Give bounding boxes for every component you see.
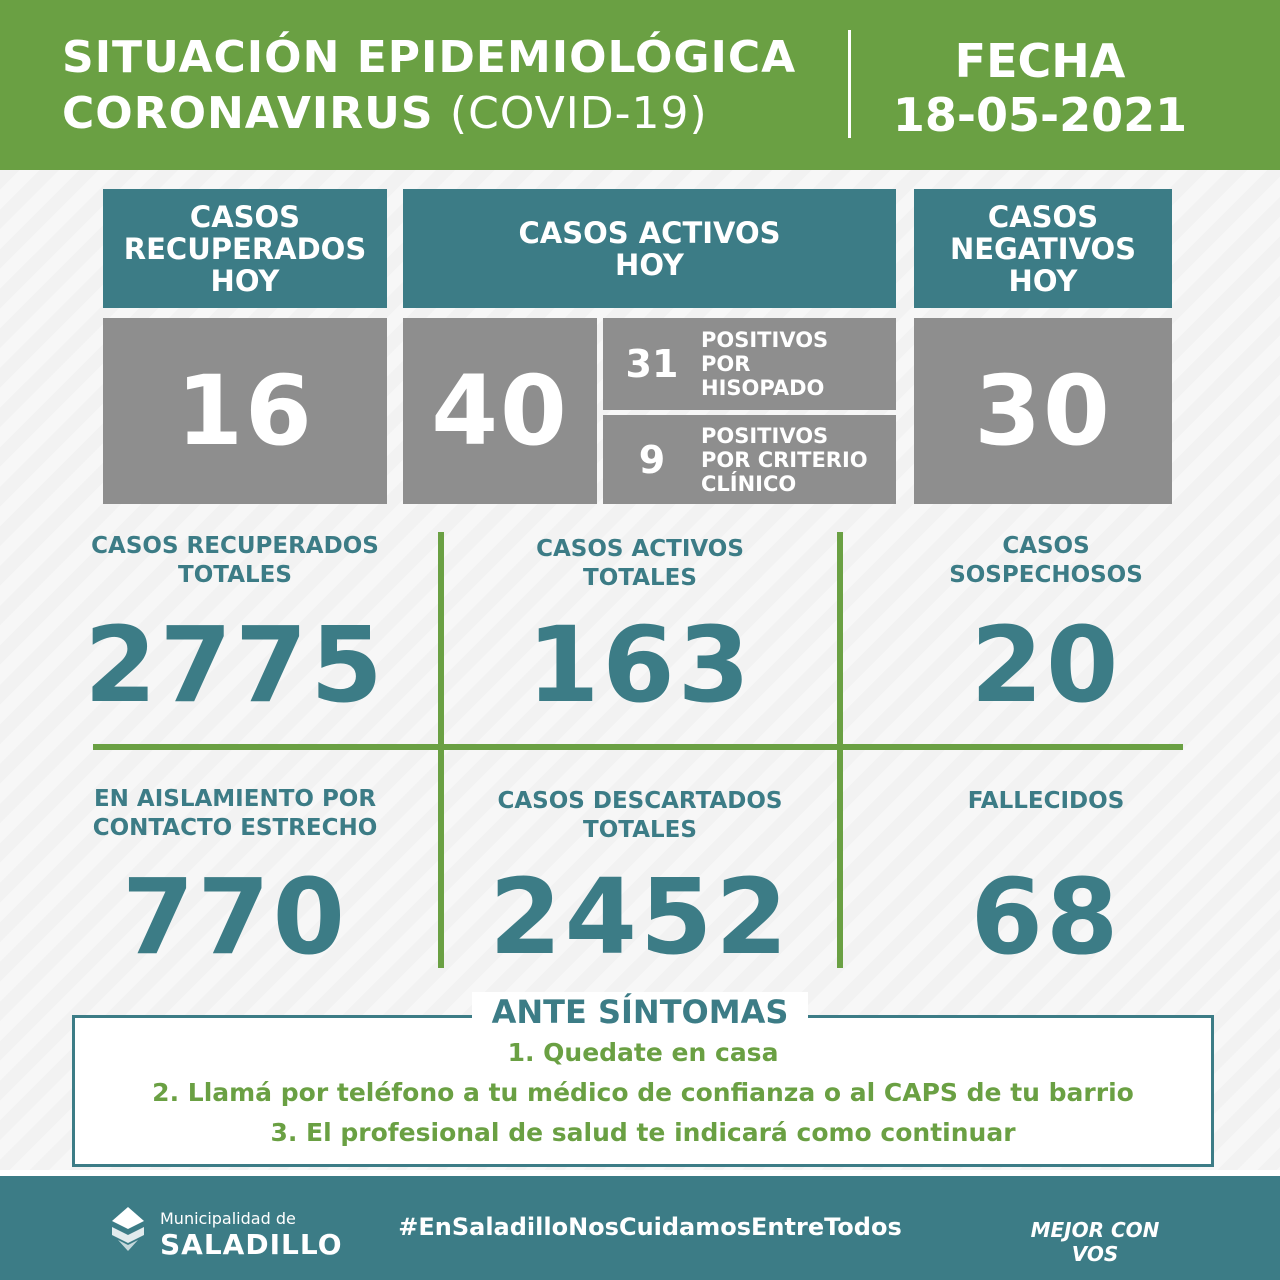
symptom-item-1: 1. Quedate en casa — [507, 1038, 779, 1067]
footer-slogan: MEJOR CON VOS — [1030, 1218, 1160, 1266]
recuperados-hoy-value: 16 — [176, 355, 314, 467]
sospechosos-label: CASOS SOSPECHOSOS — [949, 533, 1143, 588]
title-line-2 — [62, 88, 708, 139]
title-line-1: SITUACIÓN EPIDEMIOLÓGICA — [62, 32, 797, 83]
activos-totales-label: CASOS ACTIVOS TOTALES — [536, 536, 744, 591]
title-main: CORONAVIRUS — [62, 88, 434, 139]
grid-vline-right — [837, 532, 843, 968]
recuperados-hoy-box — [103, 318, 387, 504]
activos-totales-value: 163 — [526, 604, 754, 726]
aislamiento-value: 770 — [121, 856, 349, 978]
fallecidos-value: 68 — [970, 856, 1122, 978]
fallecidos-label: FALLECIDOS — [967, 788, 1125, 814]
negativos-hoy-box — [914, 318, 1172, 504]
symptom-item-3: 3. El profesional de salud te indicará como continuar — [270, 1118, 1016, 1147]
negativos-hoy-value: 30 — [974, 355, 1112, 467]
date-label: FECHA — [954, 34, 1126, 88]
activos-hoy-label: CASOS ACTIVOS HOY — [403, 189, 896, 308]
criterio-label: POSITIVOS POR CRITERIO CLÍNICO — [701, 423, 868, 496]
activos-hoy-box — [403, 318, 597, 504]
criterio-box — [603, 415, 896, 504]
municipality-logo-icon — [104, 1205, 152, 1253]
hisopado-value: 31 — [625, 342, 679, 386]
grid-hline — [93, 744, 1183, 750]
activos-hoy-value: 40 — [431, 355, 569, 467]
symptom-item-2: 2. Llamá por teléfono a tu médico de confianza o al CAPS de tu barrio — [152, 1078, 1134, 1107]
recuperados-totales-value: 2775 — [84, 604, 386, 726]
header-divider — [848, 30, 851, 138]
recuperados-totales-label: CASOS RECUPERADOS TOTALES — [91, 533, 379, 588]
hisopado-box — [603, 318, 896, 410]
criterio-value: 9 — [638, 437, 666, 482]
sospechosos-value: 20 — [970, 604, 1122, 726]
title-sub: (COVID-19) — [449, 88, 708, 139]
symptoms-title: ANTE SÍNTOMAS — [472, 992, 808, 1032]
descartados-label: CASOS DESCARTADOS TOTALES — [497, 788, 783, 843]
logo-big-text: SALADILLO — [160, 1228, 343, 1261]
hisopado-label: POSITIVOS POR HISOPADO — [701, 328, 829, 400]
recuperados-hoy-label: CASOS RECUPERADOS HOY — [103, 189, 387, 308]
negativos-hoy-label: CASOS NEGATIVOS HOY — [914, 189, 1172, 308]
grid-vline-left — [438, 532, 444, 968]
descartados-value: 2452 — [489, 856, 791, 978]
logo-small-text: Municipalidad de — [160, 1209, 296, 1228]
aislamiento-label: EN AISLAMIENTO POR CONTACTO ESTRECHO — [92, 786, 378, 841]
footer-hashtag: #EnSaladilloNosCuidamosEntreTodos — [398, 1213, 902, 1241]
date-value: 18-05-2021 — [892, 88, 1188, 142]
